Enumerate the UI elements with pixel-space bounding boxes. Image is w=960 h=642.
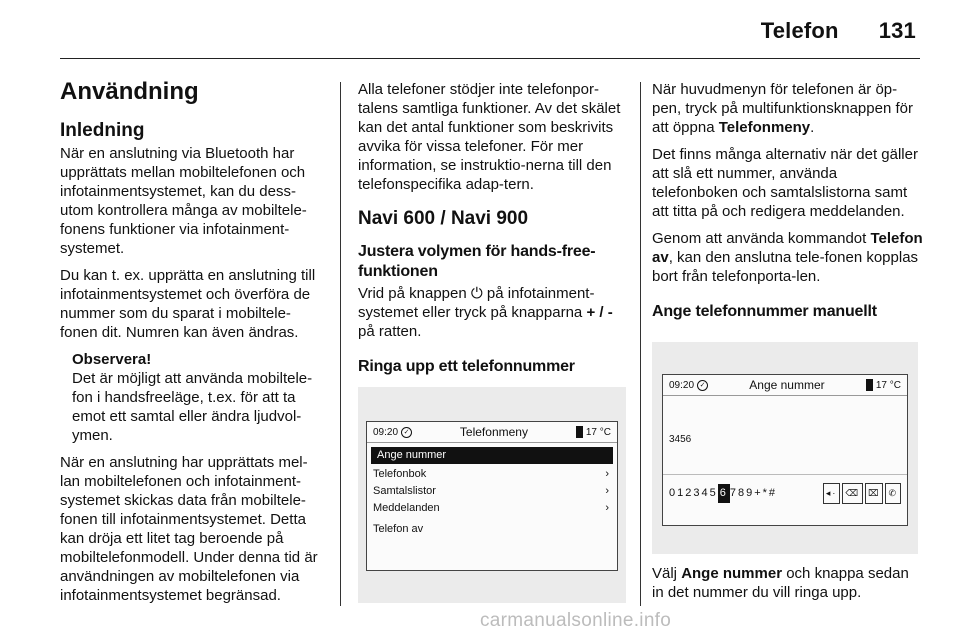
watermark: carmanualsonline.info xyxy=(480,610,672,631)
column-divider xyxy=(340,82,341,606)
note-label: Observera! xyxy=(72,351,152,368)
selected-digit: 6 xyxy=(718,484,730,503)
column-2 xyxy=(358,80,626,603)
enter-number-screenshot xyxy=(652,342,918,554)
entered-number: 3456 xyxy=(669,434,692,445)
chevron-right-icon: › xyxy=(605,468,609,480)
disconnect-paragraph: Genom att använda kommandot Telefon av, kan den anslutna tele-fonen kopplas bort från telefonporta-len. xyxy=(652,230,923,285)
menu-item: Samtalslistor › xyxy=(367,483,617,500)
temperature: 17 °C xyxy=(585,426,611,438)
cursor-icon: ◂· xyxy=(823,483,841,504)
intro-paragraph: När en anslutning via Bluetooth har upprättats mellan mobiltelefonen och infotainmentsystemet, kan du dess-utom kontrollera många av mobiltele-fonens funktioner via infotainment-systemet. xyxy=(60,145,307,257)
menu-item: Ange nummer xyxy=(371,447,613,464)
options-paragraph: Det finns många alternativ när det gäller att slå ett nummer, använda telefonboken och samtalslistorna samt att titta på och redigera meddelanden. xyxy=(652,146,918,220)
call-icon: ✆ xyxy=(885,483,901,504)
note-text: Det är möjligt att använda mobiltele-fon i handsfreeläge, t.ex. för att ta emot ett samtal eller ändra ljudvol-ymen. xyxy=(72,370,313,444)
clock: 09:20 xyxy=(669,379,695,391)
header-rule xyxy=(60,58,920,59)
display xyxy=(662,374,908,526)
display xyxy=(366,421,618,571)
compat-paragraph: Alla telefoner stödjer inte telefonpor-talens samtliga funktioner. Av det skälet kan det antal funktioner som beskrivits avvika för vissa telefoner. För mer information, se instruktio-nerna till den telefonspecifika adap-tern. xyxy=(358,81,621,193)
page-number: 131 xyxy=(878,18,916,43)
chevron-right-icon: › xyxy=(605,485,609,497)
delete-icon: ⌧ xyxy=(865,483,883,504)
status-bar xyxy=(367,422,617,443)
dial-heading: Ringa upp ett telefonnummer xyxy=(358,358,575,375)
clock: 09:20 xyxy=(373,426,399,438)
section-heading: Användning xyxy=(60,78,199,105)
connection-paragraph: När en anslutning har upprättats mel-lan mobiltelefonen och infotainment-systemet skickas data från mobiltele-fonen till infotainmentsystemet. Detta kan dröja ett litet tag beroende på mobiltelefonmodell. Under denna tid är användningen av mobiltelefonen via infotainmentsystemet begränsad. xyxy=(60,454,318,604)
function-keys xyxy=(823,483,901,504)
screen-title: Telefonmeny xyxy=(459,424,528,439)
phone-menu-screenshot xyxy=(358,387,626,603)
note-block xyxy=(72,350,326,445)
digit-speller: 012345 6 789+*# ◂· ⌫ ⌧ ✆ xyxy=(663,474,907,504)
phone-icon xyxy=(866,379,873,391)
navi-heading: Navi 600 / Navi 900 xyxy=(358,208,529,229)
manual-number-heading: Ange telefonnummer manuellt xyxy=(652,303,877,320)
column-3 xyxy=(652,80,924,610)
volume-paragraph: Vrid på knappen ⏻ på infotainment-systemet eller tryck på knapparna + / - på ratten. xyxy=(358,285,613,340)
column-1 xyxy=(60,72,326,613)
status-bar xyxy=(663,375,907,396)
menu-item: Telefon av xyxy=(373,523,424,535)
phone-icon xyxy=(576,426,583,438)
temperature: 17 °C xyxy=(875,379,901,391)
select-paragraph: Välj Ange nummer och knappa sedan in det nummer du vill ringa upp. xyxy=(652,565,909,601)
timer-icon: ✓ xyxy=(401,427,412,438)
menu-item: Meddelanden › xyxy=(367,500,617,517)
screen-title: Ange nummer xyxy=(749,377,825,392)
subsection-heading: Inledning xyxy=(60,120,145,141)
open-menu-paragraph: När huvudmenyn för telefonen är öp-pen, tryck på multifunktionsknappen för att öppna Telefonmeny. xyxy=(652,81,913,136)
volume-heading: Justera volymen för hands-free-funktionen xyxy=(358,243,596,280)
page-title: Telefon xyxy=(760,18,839,43)
chevron-right-icon: › xyxy=(605,502,609,514)
example-paragraph: Du kan t. ex. upprätta en anslutning till infotainmentsystemet och överföra de nummer som du sparat i mobiltele-fonen dit. Numren kan även ändras. xyxy=(60,267,316,341)
menu-item: Telefonbok › xyxy=(367,466,617,483)
backspace-icon: ⌫ xyxy=(842,483,863,504)
timer-icon: ✓ xyxy=(697,380,708,391)
page-header xyxy=(761,18,916,44)
column-divider xyxy=(640,82,641,606)
